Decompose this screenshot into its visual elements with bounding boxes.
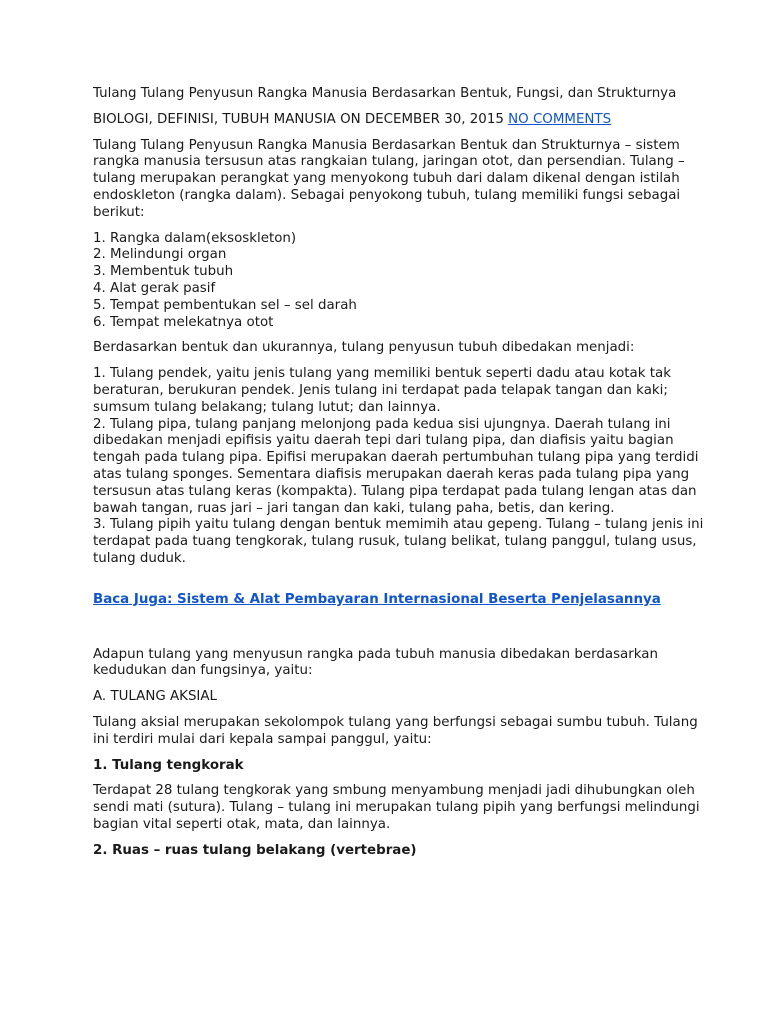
position-intro: Adapun tulang yang menyusun rangka pada tubuh manusia dibedakan berdasarkan kedudukan dan fungsinya, yaitu:	[93, 646, 658, 679]
list-item: 3. Membentuk tubuh	[93, 264, 234, 280]
functions-list	[93, 231, 708, 332]
shape-intro: Berdasarkan bentuk dan ukurannya, tulang penyusun tubuh dibedakan menjadi:	[93, 340, 635, 356]
bone-type-item: 1. Tulang pendek, yaitu jenis tulang yang memiliki bentuk seperti dadu atau kotak tak beraturan, berukuran pendek. Jenis tulang ini terdapat pada telapak tangan dan kaki; sumsum tulang belakang; tulang lutut; dan lainnya.	[93, 366, 671, 415]
section-a-heading: A. TULANG AKSIAL	[93, 689, 218, 705]
article-meta	[93, 112, 708, 129]
bone-type-item: 3. Tulang pipih yaitu tulang dengan bentuk memimih atau gepeng. Tulang – tulang jenis ini terdapat pada tuang tengkorak, tulang rusuk, tulang belikat, tulang panggul, tulang usus, tulang duduk.	[93, 517, 704, 566]
skull-description: Terdapat 28 tulang tengkorak yang smbung menyambung menjadi jadi dihubungkan oleh sendi mati (sutura). Tulang – tulang ini merupakan tulang pipih yang berfungsi melindungi bagian vital seperti otak, mata, dan lainnya.	[93, 783, 700, 832]
list-item: 4. Alat gerak pasif	[93, 280, 216, 296]
bone-types	[93, 366, 708, 568]
heading-skull: 1. Tulang tengkorak	[93, 757, 244, 773]
axial-description: Tulang aksial merupakan sekolompok tulang yang berfungsi sebagai sumbu tubuh. Tulang ini terdiri mulai dari kepala sampai panggul, yaitu:	[93, 714, 698, 747]
meta-categories-date: BIOLOGI, DEFINISI, TUBUH MANUSIA ON DECEMBER 30, 2015	[93, 111, 504, 127]
list-item: 2. Melindungi organ	[93, 247, 227, 263]
list-item: 6. Tempat melekatnya otot	[93, 314, 274, 330]
comments-link[interactable]: NO COMMENTS	[508, 111, 612, 127]
heading-vertebrae: 2. Ruas – ruas tulang belakang (vertebrae)	[93, 842, 417, 858]
read-also-link[interactable]: Baca Juga: Sistem & Alat Pembayaran Internasional Beserta Penjelasannya	[93, 591, 661, 607]
list-item: 1. Rangka dalam(eksoskleton)	[93, 230, 297, 246]
list-item: 5. Tempat pembentukan sel – sel darah	[93, 297, 357, 313]
intro-paragraph: Tulang Tulang Penyusun Rangka Manusia Berdasarkan Bentuk dan Strukturnya – sistem rangka manusia tersusun atas rangkaian tulang, jaringan otot, dan persendian. Tulang – tulang merupakan perangkat yang menyokong tubuh dari dalam dikenal dengan istilah endoskleton (rangka dalam). Sebagai penyokong tubuh, tulang memiliki fungsi sebagai berikut:	[93, 137, 685, 220]
article-title: Tulang Tulang Penyusun Rangka Manusia Berdasarkan Bentuk, Fungsi, dan Strukturnya	[93, 86, 677, 101]
bone-type-item: 2. Tulang pipa, tulang panjang melonjong pada kedua sisi ujungnya. Daerah tulang ini dibedakan menjadi epifisis yaitu daerah tepi dari tulang pipa, dan diafisis yaitu bagian tengah pada tulang pipa. Epifisi merupakan daerah pertumbuhan tulang pipa yang terdidi atas tulang sponges. Sementara diafisis merupakan daerah keras pada tulang pipa yang tersusun atas tulang keras (kompakta). Tulang pipa terdapat pada tulang lengan atas dan bawah tangan, ruas jari – jari tangan dan kaki, tulang paha, betis, dan kering.	[93, 416, 699, 516]
read-also	[93, 592, 708, 609]
